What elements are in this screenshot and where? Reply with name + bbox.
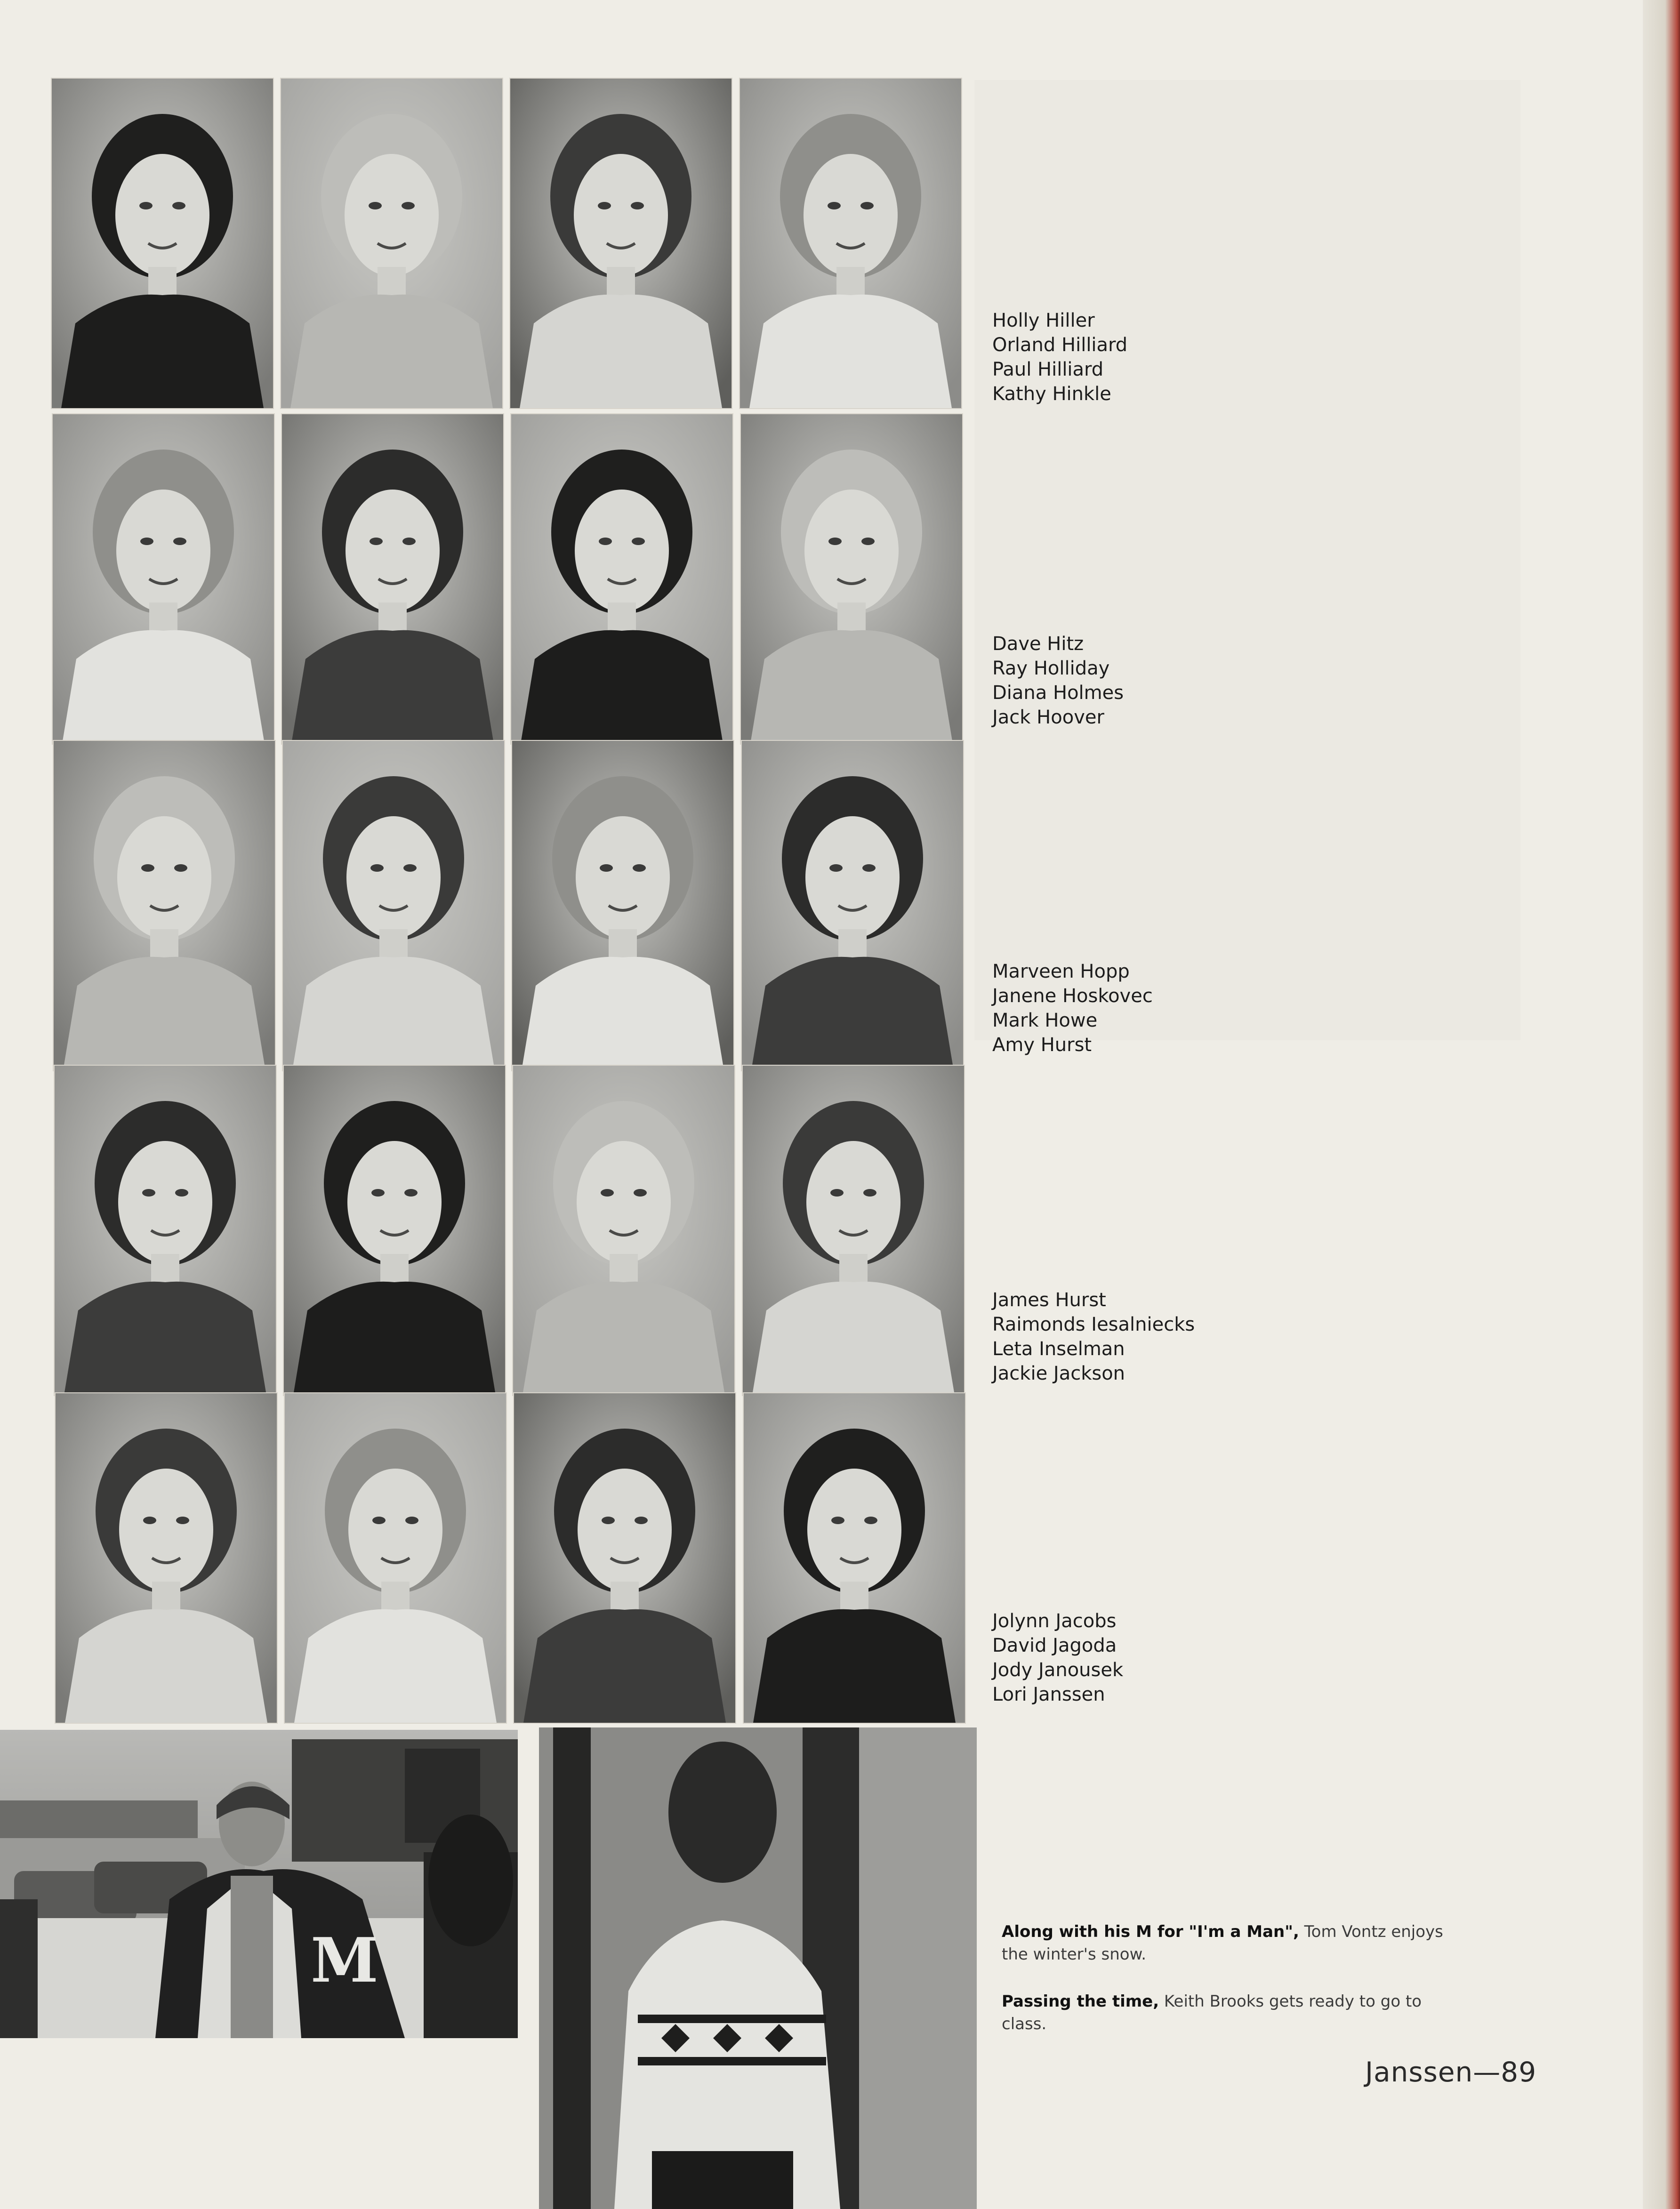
student-name: Holly Hiller	[992, 310, 1095, 331]
student-name: James Hurst	[992, 1289, 1106, 1311]
portrait-photo	[54, 741, 275, 1070]
student-portrait	[510, 413, 733, 745]
student-name: Ray Holliday	[992, 658, 1110, 679]
caption-lead: Along with his M for "I'm a Man",	[1002, 1922, 1299, 1941]
portrait-photo	[284, 1066, 505, 1395]
portrait-photo	[514, 1393, 735, 1723]
portrait-photo	[285, 1393, 506, 1723]
caption-1	[1002, 1920, 1463, 1966]
student-portrait	[513, 1392, 736, 1724]
portrait-photo	[744, 1393, 965, 1723]
portrait-photo	[52, 79, 273, 408]
student-portrait	[743, 1392, 966, 1724]
jacket-letter: M	[311, 1924, 378, 1996]
portrait-photo	[55, 1066, 276, 1395]
portrait-photo	[282, 414, 503, 744]
student-portrait	[739, 78, 962, 409]
portrait-photo	[512, 741, 733, 1070]
caption-lead: Passing the time,	[1002, 1992, 1159, 2011]
student-name: Jolynn Jacobs	[992, 1610, 1117, 1632]
student-portrait	[282, 740, 505, 1071]
student-name: Amy Hurst	[992, 1034, 1092, 1056]
student-name: Jack Hoover	[992, 707, 1104, 728]
portrait-photo	[743, 1066, 964, 1395]
student-name: Dave Hitz	[992, 633, 1084, 655]
student-portrait	[511, 740, 734, 1071]
student-name: Jody Janousek	[992, 1659, 1124, 1681]
portrait-photo	[511, 414, 732, 744]
sweater-portrait-image	[539, 1727, 977, 2209]
snow-scene-image	[0, 1730, 518, 2038]
student-portrait	[51, 78, 274, 409]
student-portrait	[741, 740, 964, 1071]
name-list-row-3	[992, 959, 1153, 1057]
portrait-photo	[281, 79, 502, 408]
student-portrait	[509, 78, 732, 409]
caption-text: Tom Vontz enjoys the winter's snow.	[1002, 1922, 1443, 1964]
caption-2	[1002, 1990, 1463, 2035]
student-name: Paul Hilliard	[992, 359, 1104, 380]
page-edge	[1643, 0, 1680, 2209]
student-name: Orland Hilliard	[992, 334, 1128, 356]
student-portrait	[52, 413, 275, 745]
portrait-photo	[56, 1393, 277, 1723]
student-portrait	[283, 1065, 506, 1396]
student-name: Diana Holmes	[992, 682, 1124, 704]
student-name: Raimonds Iesalniecks	[992, 1314, 1195, 1335]
portrait-photo	[283, 741, 504, 1070]
portrait-photo	[740, 79, 961, 408]
name-list-row-4	[992, 1288, 1195, 1386]
student-name: Marveen Hopp	[992, 961, 1130, 982]
portrait-photo	[742, 741, 963, 1070]
name-list-row-5	[992, 1609, 1123, 1707]
student-name: Mark Howe	[992, 1010, 1098, 1031]
student-name: Kathy Hinkle	[992, 383, 1111, 405]
student-name: Lori Janssen	[992, 1684, 1105, 1705]
student-portrait	[512, 1065, 735, 1396]
student-portrait	[55, 1392, 278, 1724]
student-name: Janene Hoskovec	[992, 985, 1153, 1007]
faded-ghost-print	[974, 80, 1520, 1040]
student-portrait	[280, 78, 503, 409]
name-list-row-1	[992, 308, 1127, 406]
candid-photo-snow	[0, 1730, 518, 2038]
candid-photo-sweater	[539, 1727, 977, 2209]
student-name: David Jagoda	[992, 1635, 1117, 1656]
portrait-photo	[510, 79, 731, 408]
student-portrait	[742, 1065, 965, 1396]
student-portrait	[54, 1065, 277, 1396]
portrait-photo	[513, 1066, 734, 1395]
student-portrait	[284, 1392, 507, 1724]
portrait-photo	[53, 414, 274, 744]
student-portrait	[53, 740, 276, 1071]
student-portrait	[740, 413, 963, 745]
page-folio: Janssen—89	[1365, 2056, 1537, 2088]
student-name: Jackie Jackson	[992, 1363, 1125, 1384]
caption-text: Keith Brooks gets ready to go to class.	[1002, 1992, 1422, 2033]
name-list-row-2	[992, 632, 1124, 730]
student-name: Leta Inselman	[992, 1338, 1125, 1360]
portrait-photo	[741, 414, 962, 744]
student-portrait	[281, 413, 504, 745]
